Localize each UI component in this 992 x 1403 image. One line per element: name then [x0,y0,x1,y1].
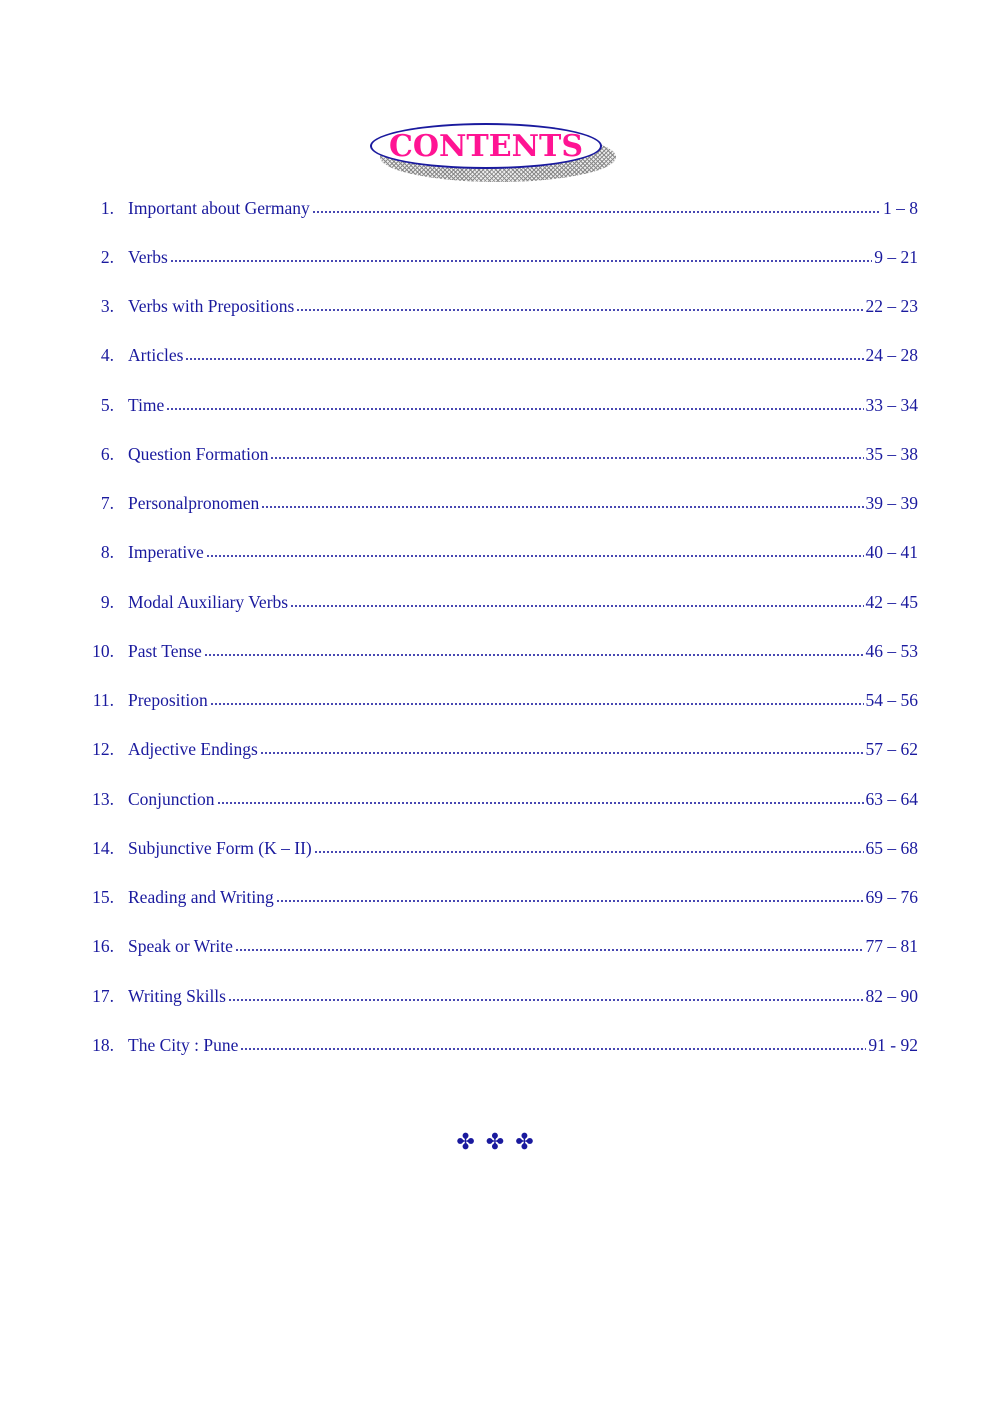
toc-entry[interactable] [88,787,918,811]
entry-title: Verbs with Prepositions [128,296,295,316]
dot-leader [228,998,864,1002]
toc-entry[interactable] [88,885,918,909]
entry-number: 17. [92,986,114,1006]
dot-leader [206,554,864,558]
entry-number: 5. [100,395,114,415]
entry-pages: 91 - 92 [868,1035,918,1055]
entry-title: Articles [128,345,184,365]
entry-number: 11. [92,690,114,710]
dot-leader [261,505,863,509]
entry-title: Reading and Writing [128,887,274,907]
toc-entry[interactable] [88,393,918,417]
dot-leader [240,1047,866,1051]
entry-number: 18. [92,1035,114,1055]
entry-pages: 46 – 53 [865,641,918,661]
toc-entry[interactable] [88,245,918,269]
entry-number: 1. [100,198,114,218]
entry-title: Conjunction [128,789,215,809]
entry-pages: 69 – 76 [865,887,918,907]
page-title: CONTENTS [388,128,584,164]
entry-pages: 35 – 38 [865,444,918,464]
toc-entry[interactable] [88,1033,918,1057]
toc-entry[interactable] [88,343,918,367]
entry-number: 2. [100,247,114,267]
entry-number: 12. [92,739,114,759]
dot-leader [204,653,864,657]
toc-entry[interactable] [88,442,918,466]
entry-number: 9. [100,592,114,612]
entry-title: Modal Auxiliary Verbs [128,592,289,612]
toc-entry[interactable] [88,737,918,761]
dot-leader [170,259,872,263]
toc-entry[interactable] [88,294,918,318]
dot-leader [312,210,881,214]
entry-title: Important about Germany [128,198,310,218]
entry-title: Verbs [128,247,168,267]
entry-title: Preposition [128,690,208,710]
entry-number: 13. [92,789,114,809]
dot-leader [296,308,863,312]
entry-number: 10. [92,641,114,661]
entry-number: 14. [92,838,114,858]
entry-pages: 39 – 39 [865,493,918,513]
toc-entry[interactable] [88,688,918,712]
dot-leader [210,702,864,706]
entry-pages: 1 – 8 [883,198,918,218]
toc-entry[interactable] [88,984,918,1008]
entry-pages: 57 – 62 [865,739,918,759]
toc-entry[interactable] [88,196,918,220]
entry-number: 6. [100,444,114,464]
entry-title: Adjective Endings [128,739,258,759]
toc-entry[interactable] [88,934,918,958]
dot-leader [260,751,864,755]
toc-entry[interactable] [88,491,918,515]
dot-leader [290,604,863,608]
entry-title: Writing Skills [128,986,226,1006]
title-oval [370,123,602,169]
dot-leader [166,407,863,411]
contents-title-badge [368,118,620,186]
entry-title: Past Tense [128,641,202,661]
entry-title: Imperative [128,542,204,562]
entry-number: 3. [100,296,114,316]
entry-pages: 9 – 21 [874,247,918,267]
entry-pages: 33 – 34 [865,395,918,415]
toc-entry[interactable] [88,836,918,860]
toc-entry[interactable] [88,639,918,663]
dot-leader [185,357,863,361]
entry-pages: 65 – 68 [865,838,918,858]
entry-title: Time [128,395,165,415]
entry-pages: 42 – 45 [865,592,918,612]
entry-number: 16. [92,936,114,956]
entry-pages: 22 – 23 [865,296,918,316]
entry-pages: 40 – 41 [865,542,918,562]
entry-pages: 77 – 81 [865,936,918,956]
entry-number: 8. [100,542,114,562]
ornament-divider: ✤ ✤ ✤ [456,1130,536,1155]
entry-pages: 24 – 28 [865,345,918,365]
entry-pages: 54 – 56 [865,690,918,710]
entry-number: 7. [100,493,114,513]
toc-entry[interactable] [88,540,918,564]
entry-title: Question Formation [128,444,269,464]
dot-leader [270,456,863,460]
entry-pages: 82 – 90 [865,986,918,1006]
dot-leader [314,850,864,854]
entry-number: 4. [100,345,114,365]
entry-title: Subjunctive Form (K – II) [128,838,312,858]
dot-leader [235,948,864,952]
dot-leader [276,899,864,903]
entry-pages: 63 – 64 [865,789,918,809]
entry-title: The City : Pune [128,1035,239,1055]
toc-entry[interactable] [88,590,918,614]
entry-number: 15. [92,887,114,907]
entry-title: Personalpronomen [128,493,260,513]
entry-title: Speak or Write [128,936,233,956]
dot-leader [217,801,864,805]
